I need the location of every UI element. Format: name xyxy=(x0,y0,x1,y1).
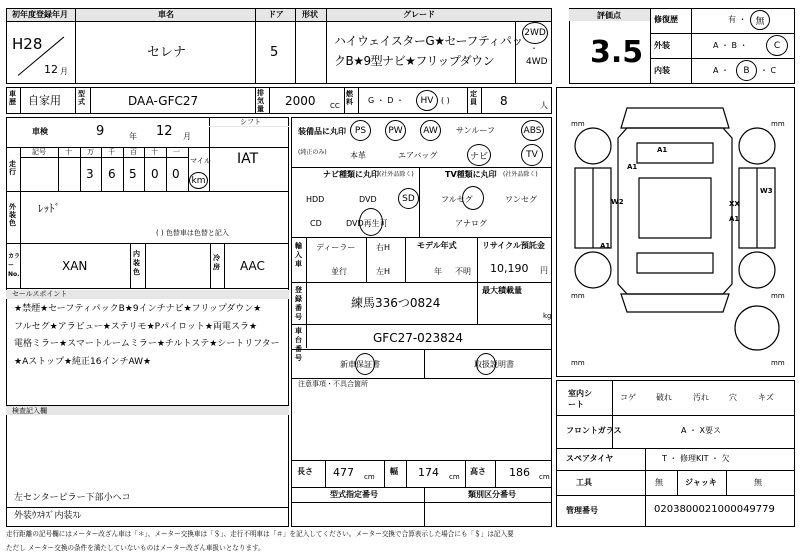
exterior-options: A ・ B ・ xyxy=(713,41,748,50)
digit-header-2: 千 xyxy=(108,148,115,156)
equip-aw: AW xyxy=(423,125,438,136)
sales-points-label: セールスポイント xyxy=(12,290,68,298)
mgmt-label: 管理番号 xyxy=(566,506,598,515)
seat-item-4: 穴 xyxy=(729,393,737,402)
inspection-label: 車検 xyxy=(32,127,48,136)
equip-pw: PW xyxy=(388,125,403,136)
navi-sd-circle xyxy=(398,188,419,209)
navi-type-label: ナビ種類に丸印 xyxy=(323,170,379,179)
navi-dvd: DVD xyxy=(359,195,377,204)
aircon: AAC xyxy=(240,259,265,273)
repair-selected-circle xyxy=(750,10,770,30)
length: 477 xyxy=(333,466,354,479)
category-label: 類別区分番号 xyxy=(468,490,516,499)
windshield-shape xyxy=(637,143,713,163)
spare-tire-label: スペアタイヤ xyxy=(566,454,614,463)
navi-dvd-play: DVD再生可 xyxy=(346,219,388,228)
inspector-note-1: 左センターピラー下部小ヘコ xyxy=(14,493,131,503)
aircon-label: 冷房 xyxy=(213,254,220,271)
mgmt-value: 0203800021000049779 xyxy=(654,504,775,515)
mark-w3: W3 xyxy=(760,187,773,195)
repair-label: 修復歴 xyxy=(654,15,678,24)
mm-mark-5: mm xyxy=(571,359,585,367)
tv-fullseg-circle xyxy=(462,186,484,210)
car-body-top xyxy=(618,128,732,294)
model: DAA-GFC27 xyxy=(128,94,199,108)
max-load-unit: kg xyxy=(543,312,552,320)
import-label: 輸入車 xyxy=(295,242,302,268)
navi-hdd: HDD xyxy=(306,195,325,204)
car-name-label: 車名 xyxy=(158,10,174,19)
spare-wheel xyxy=(735,306,779,350)
tool-value: 無 xyxy=(655,478,663,487)
interior-color-label: 内装色 xyxy=(133,250,140,276)
fuel-paren: ( ) xyxy=(441,96,450,105)
fuel-options: G ・ D ・ xyxy=(368,96,404,105)
wheel-rear-left xyxy=(575,252,611,288)
footer-line2: ただし メーター交換の条件を満たしていないものはメーター改ざん車扱いとなります。 xyxy=(6,544,265,552)
mileage-km-circle xyxy=(189,172,208,189)
shift-label: シフト xyxy=(240,118,261,126)
import-parallel: 並行 xyxy=(331,267,347,276)
windshield-value: A ・ X要ス xyxy=(681,426,722,435)
mm-mark-6: mm xyxy=(771,359,785,367)
score-label: 評価点 xyxy=(597,11,621,20)
mileage-unit-mile: マイル xyxy=(190,157,211,165)
seat-item-3: 汚れ xyxy=(693,393,709,402)
inspection-month-unit: 月 xyxy=(183,132,191,141)
length-label: 長さ xyxy=(297,467,313,476)
tv-fullseg: フルセグ xyxy=(441,195,473,204)
jack-label: ジャッキ xyxy=(685,478,717,487)
equip-leather: 本革 xyxy=(350,151,366,160)
mark-a1-front-left: A1 xyxy=(657,146,668,154)
mark-xx: XX xyxy=(729,200,740,208)
repair-options: 有 ・ xyxy=(728,15,747,24)
digit-header-0: 十 xyxy=(65,148,72,156)
color-no: XAN xyxy=(62,259,88,273)
grade-line1: ハイウェイスターG★セーフティパッ xyxy=(334,34,523,48)
door-count: 5 xyxy=(270,45,279,60)
grade-line2: クB★9型ナビ★フリップダウン xyxy=(334,54,495,68)
mileage-sub-label: 記号 xyxy=(32,148,46,156)
max-load-label: 最大積載量 xyxy=(482,286,522,295)
exterior-selected-circle xyxy=(766,35,788,56)
seat-item-2: 破れ xyxy=(656,393,672,402)
drive-2wd: 2WD xyxy=(524,28,546,38)
navi-cd: CD xyxy=(310,219,322,228)
fuel-label: 燃料 xyxy=(346,90,353,106)
equip-tv-circle xyxy=(521,144,543,166)
warranty-circle xyxy=(355,353,375,375)
height-unit: cm xyxy=(539,473,550,481)
mm-mark-1: mm xyxy=(571,120,585,128)
equip-sunroof: サンルーフ xyxy=(456,126,495,135)
equipment-sub: (純正のみ) xyxy=(298,149,327,156)
color-no-label: カラーNo. xyxy=(8,253,21,278)
equip-abs-circle xyxy=(521,120,544,141)
fuel-selected-circle xyxy=(416,90,438,111)
manual: 取扱説明書 xyxy=(474,360,514,369)
mileage-digit-4: 0 xyxy=(151,167,159,181)
displacement-label: 排気量 xyxy=(257,89,264,113)
interior-selected-circle xyxy=(736,60,757,81)
jack-value: 無 xyxy=(754,478,762,487)
reg-month-unit: 月 xyxy=(60,67,68,76)
mark-a1-mid: A1 xyxy=(600,242,611,250)
equip-navi: ナビ xyxy=(469,151,488,162)
rhd: 右H xyxy=(376,243,391,252)
footer-line1: 走行距離の記号欄にはメーター改ざん車は「＊」、メーター交換車は「＄」、走行不明車は「＃」を記入してください。メーター交換で合算表示した場合にも「＄」は記入要 xyxy=(6,530,514,538)
tv-oneseg: ワンセグ xyxy=(505,195,537,204)
import-dealer: ディーラー xyxy=(316,243,356,252)
grade-label: グレード xyxy=(403,10,435,19)
interior-options-a: A ・ xyxy=(713,66,730,75)
exterior-label: 外装 xyxy=(654,41,670,50)
model-year-label: モデル年式 xyxy=(417,241,457,250)
capacity-unit: 人 xyxy=(540,101,548,110)
usage: 自家用 xyxy=(28,94,61,107)
equip-navi-circle xyxy=(467,144,491,166)
wheel-front-right xyxy=(739,128,775,164)
mark-w2: W2 xyxy=(611,198,624,206)
tv-type-label: TV種類に丸印 xyxy=(445,170,497,179)
equip-aw-circle xyxy=(420,120,441,141)
exterior-color: ﾚｯﾄﾞ xyxy=(38,202,60,215)
sales-point-3: 電格ミラー★スマートルームミラー★チルトステ★シートリフター xyxy=(14,339,280,349)
rear-bumper-shape xyxy=(621,294,729,312)
equip-tv: TV xyxy=(526,150,538,160)
tv-type-sub: (社外品除く) xyxy=(503,171,538,178)
mm-mark-2: mm xyxy=(771,120,785,128)
model-year-value: 不明 xyxy=(455,267,471,276)
door-label: ドア xyxy=(268,10,284,19)
width: 174 xyxy=(418,466,439,479)
plate: 練馬336つ0824 xyxy=(351,296,441,310)
score: 3.5 xyxy=(590,35,644,70)
length-unit: cm xyxy=(364,473,375,481)
seat-item-1: コゲ xyxy=(620,393,636,402)
fuel-selected: HV xyxy=(420,95,434,106)
wheel-rear-right xyxy=(739,252,775,288)
model-year-unit: 年 xyxy=(434,267,442,276)
reg-month: 12 xyxy=(44,63,58,76)
navi-sd: SD xyxy=(402,193,415,204)
mm-mark-4: mm xyxy=(771,292,785,300)
recycle-value: 10,190 xyxy=(490,262,529,275)
car-name: セレナ xyxy=(147,45,187,60)
mm-mark-3: mm xyxy=(571,292,585,300)
sales-point-2: フルセグ★アラビュー★ステリモ★Pパイロット★両電スラ★ xyxy=(14,322,258,332)
drive-dot: ・ xyxy=(530,44,538,53)
chassis: GFC27-023824 xyxy=(373,331,463,345)
inspection-month: 12 xyxy=(156,124,173,139)
tool-label: 工具 xyxy=(576,478,592,487)
width-unit: cm xyxy=(449,473,460,481)
height: 186 xyxy=(509,466,530,479)
windshield-label: フロントガラス xyxy=(566,426,622,435)
roof-shape xyxy=(639,178,711,238)
front-bumper-shape xyxy=(621,108,729,128)
model-label: 型式 xyxy=(78,90,85,106)
rear-glass-shape xyxy=(637,253,713,273)
digit-header-4: 十 xyxy=(151,148,158,156)
drive-4wd: 4WD xyxy=(526,57,548,67)
interior-options-c: ・ C xyxy=(760,66,777,75)
equip-ps-circle xyxy=(350,120,371,141)
recycle-label: リサイクル預託金 xyxy=(482,241,545,250)
year-era: H28 xyxy=(12,35,43,53)
width-label: 幅 xyxy=(390,467,398,476)
equip-pw-circle xyxy=(385,120,406,141)
tv-analog: アナログ xyxy=(455,219,487,228)
seat-item-5: キズ xyxy=(758,393,774,402)
mileage-digit-3: 5 xyxy=(129,167,137,181)
inspection-year: 9 xyxy=(96,124,105,139)
digit-header-1: 万 xyxy=(87,148,94,156)
equipment-label: 装備品に丸印 xyxy=(298,127,346,136)
digit-header-5: 一 xyxy=(173,148,180,156)
warranty-book: 新車保証書 xyxy=(340,360,380,369)
inspector-label: 検査記入欄 xyxy=(12,407,47,415)
inspection-year-unit: 年 xyxy=(129,132,137,141)
mileage-digit-1: 3 xyxy=(86,167,94,181)
mileage-unit-km: km xyxy=(191,175,206,186)
car-diagram-svg xyxy=(557,88,794,376)
type-designation-label: 型式指定番号 xyxy=(330,490,378,499)
lhd: 左H xyxy=(376,267,391,276)
mark-a1-front-right: A1 xyxy=(627,163,638,171)
navi-type-sub: (社外品除く) xyxy=(379,171,414,178)
capacity-label: 定員 xyxy=(470,90,477,106)
equip-abs: ABS xyxy=(523,125,542,136)
chassis-label: 車台番号 xyxy=(295,327,302,362)
interior-selected: B xyxy=(743,65,750,76)
mileage-digit-5: 0 xyxy=(172,167,180,181)
inspector-note-2: 外装ｳｽｷｽﾞ内装ｽﾚ xyxy=(14,511,82,521)
equip-airbag: エアバッグ xyxy=(398,151,438,160)
drive-2wd-circle xyxy=(522,22,548,44)
mark-a1-right: A1 xyxy=(729,215,740,223)
exterior-color-label: 外装色 xyxy=(9,203,16,227)
notes-label: 注意事項・不具合箇所 xyxy=(298,380,368,388)
exterior-selected: C xyxy=(773,40,781,51)
displacement-unit: CC xyxy=(330,102,340,110)
navi-dvd-play-circle xyxy=(359,208,383,236)
digit-header-3: 百 xyxy=(130,148,137,156)
sales-point-4: ★Aストップ★純正16インチAW★ xyxy=(14,357,152,367)
mileage-digit-2: 6 xyxy=(108,167,116,181)
repair-selected: 無 xyxy=(755,16,765,27)
body-shape-label: 形状 xyxy=(302,10,318,19)
plate-label: 登録番号 xyxy=(295,286,302,321)
wheel-front-left xyxy=(575,128,611,164)
spare-tire-value: T ・ 修理KIT ・ 欠 xyxy=(662,454,730,463)
usage-label: 車歴 xyxy=(9,90,16,106)
capacity: 8 xyxy=(500,94,508,108)
seat-label: 室内シート xyxy=(568,389,592,409)
manual-circle xyxy=(476,353,496,375)
shift: IAT xyxy=(237,151,259,167)
color-note: ( ) 色替車は色替と記入 xyxy=(156,229,229,237)
sales-point-1: ★禁煙★セーフティパックB★9インチナビ★フリップダウン★ xyxy=(14,304,262,314)
mileage-label: 走行 xyxy=(9,160,16,176)
first-reg-label: 初年度登録年月 xyxy=(12,10,68,19)
recycle-unit: 円 xyxy=(540,266,548,275)
displacement: 2000 xyxy=(285,94,316,108)
height-label: 高さ xyxy=(470,467,486,476)
equip-ps: PS xyxy=(354,125,367,136)
interior-label: 内装 xyxy=(654,66,670,75)
damage-diagram xyxy=(556,87,795,377)
